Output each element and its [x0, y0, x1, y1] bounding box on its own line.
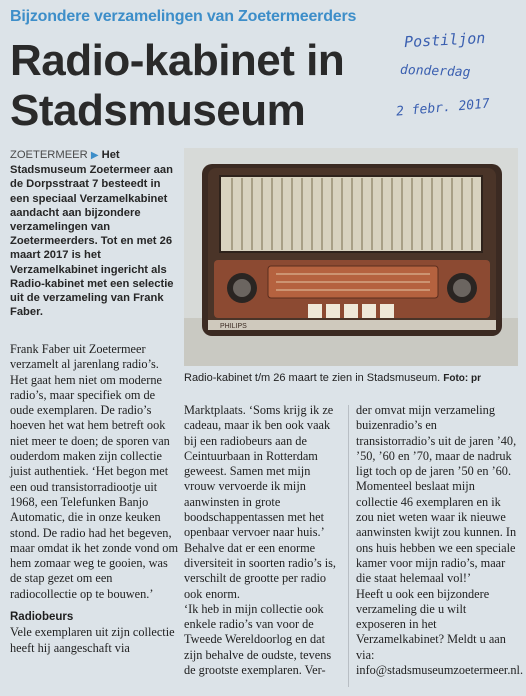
caption-text: Radio-kabinet t/m 26 maart te zien in Stadsmuseum. [184, 372, 441, 384]
headline [10, 36, 390, 136]
article-column-3 [356, 403, 524, 678]
dateline: ZOETERMEER [10, 149, 88, 161]
headline-line-1: Radio-kabinet in [10, 36, 345, 85]
column-1-paragraph-2: Vele exemplaren uit zijn collectie heeft hij aangeschaft via [10, 625, 175, 655]
handwritten-weekday: donderdag [399, 62, 471, 81]
handwritten-date: 2 febr. 2017 [395, 96, 491, 120]
photo-caption [184, 372, 518, 384]
column-2-paragraph-2: ‘Ik heb in mijn collectie ook enkele radio’s van voor de Tweede Wereldoorlog en dat zijn behalve de oudste, tevens de grootste exemplaren. Ver- [184, 601, 332, 678]
subheading-radiobeurs: Radiobeurs [10, 611, 74, 624]
lead-paragraph [10, 148, 178, 319]
headline-line-2: Stadsmuseum [10, 86, 306, 135]
column-3-paragraph-1: der omvat mijn verzameling buizenradio’s en transistorradio’s uit de jaren ’40, ’50, ’60 en ’70, maar de nadruk ligt toch op de jaren ’50 en ’60. Momenteel beslaat mijn collectie 46 exemplaren en ik zou niet weten waar ik nieuwe aanwinsten kwijt zou kunnen. In ons huis hebben we een speciale kamer voor mijn radio’s, maar die staat helemaal vol!’ [356, 403, 517, 586]
radio-brand-label: PHILIPS [220, 323, 247, 330]
lead-text: Het Stadsmuseum Zoetermeer aan de Dorpsstraat 7 besteedt in een speciaal Verzamelkabinet aandacht aan bijzondere verzamelingen van Zoetermeerders. Tot en met 26 maart 2017 is het Verzamelkabinet ingericht als Radio-kabinet met een selectie uit de verzameling van Frank Faber. [10, 149, 174, 319]
column-2-paragraph-1: Marktplaats. ‘Soms krijg ik ze cadeau, maar ik ben ook vaak bij een radiobeurs aan de Ceintuurbaan in Rotterdam geweest. Samen met mijn vrouw vervoerde ik mijn aanwinsten in grote boodschappentassen met het openbaar vervoer naar huis.’ Behalve dat er een enorme diversiteit in soorten radio’s is, verschilt de grootte per radio ook enorm. [184, 403, 336, 601]
column-1-paragraph-1: Frank Faber uit Zoetermeer verzamelt al jarenlang radio’s. Het gaat hem niet om moderne radio’s, maar specifiek om de oude exemplaren. De radio’s hoeven het wat hem betreft ook niet meer te doen; de sporen van ouderdom maken zijn collectie juist authentiek. ‘Het begon met een oud transistorradiootje uit 1968, een Telefunken Banjo Automatic, die in onze keuken stond. De radio had het begeven, maar omdat ik het zonde vond om hem zomaar weg te gooien, was de stap gezet om een radiocollectie op te bouwen.’ [10, 342, 179, 601]
photo-credit: Foto: pr [443, 373, 482, 384]
dateline-arrow-icon: ▶ [90, 150, 99, 161]
radio-photo [184, 148, 518, 366]
handwritten-annotation [392, 22, 526, 124]
column-3-paragraph-2: Heeft u ook een bijzondere verzameling die u wilt exposeren in het Verzamelkabinet? Meldt u aan via: info@stadsmuseumzoetermeer.nl. [356, 586, 524, 678]
handwritten-publication: Postiljon [403, 28, 486, 52]
article-column-1 [10, 342, 178, 656]
article-column-2 [184, 403, 342, 678]
radio-illustration [184, 148, 518, 366]
column-divider [348, 405, 349, 687]
section-kicker: Bijzondere verzamelingen van Zoetermeerders [10, 8, 357, 25]
